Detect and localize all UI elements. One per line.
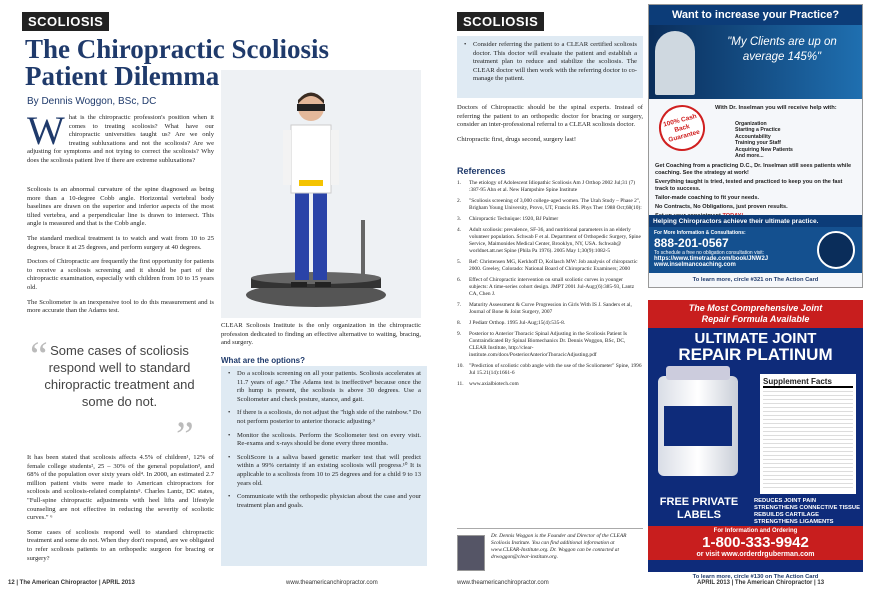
right-column-body [457, 104, 643, 150]
title-line-2: Patient Dilemma [25, 61, 220, 91]
seal-icon [817, 231, 855, 269]
callout-text: • Consider referring the patient to a CLEAR certified scoliosis doctor. This doctor will evaluate the patient and establish a treatment plan to reduce and stabilize the scoliosis. The CLEAR doctor will then work with the referring doctor to co-manage the patient. [463, 41, 637, 84]
ad-link[interactable]: https://www.timetrade.com/book/JNW2J [654, 256, 769, 262]
ad-quote: "My Clients are up on average 145%" [727, 36, 837, 63]
reference-item: 6. Effect of Chiropractic intervention on small scoliotic curves in younger subjects: A time-series cohort design. JMPT 2001 Jul-Aug;(6):385-93, Lantz CA, Chen J. [457, 277, 635, 297]
options-heading: What are the options? [221, 356, 305, 365]
ad-benefits-list [729, 121, 793, 159]
section-label: SCOLIOSIS [457, 12, 544, 31]
reference-item: 5. Ref: Christensen MG, Kerkhoff D, Kollasch MW: Job analysis of chiropractic 2000. Greeley, Colorado: National Board of Chiropractic Examiners; 2000 [457, 259, 638, 272]
byline: By Dennis Woggon, BSc, DC [27, 96, 157, 107]
action-card-note: To learn more, circle #321 on The Action Card [692, 277, 819, 283]
contact-label: For More Information & Consultations: [654, 230, 746, 236]
ad-benefit-item: Acquiring New Patients [735, 146, 793, 153]
section-label: SCOLIOSIS [22, 12, 109, 31]
doctor-photo [655, 31, 695, 95]
patient-figure [221, 70, 421, 318]
ad-hero [649, 25, 862, 99]
ad-benefit-item: Starting a Practice [735, 127, 781, 134]
drop-cap: W [27, 108, 65, 153]
references-heading: References [457, 166, 506, 176]
list-item: • Do a scoliosis screening on all your patients. Scoliosis accelerates at 11.7 years of age.⁷ The Adams test is ineffective⁸ because once the rib hump is present, the scoliosis is above 30 degrees. Use a Scoliometer and check posture, stance, and gait. [227, 370, 421, 404]
reference-item: 1. The etiology of Adolescent Idiopathic Scoliosis Am J Orthop 2002 Jul;31 (7) :387-95 Ahn et al. New Hampshire Spine Institute [457, 180, 636, 193]
left-column-body [27, 186, 214, 322]
footer-url: www.theamericanchiropractor.com [457, 580, 549, 586]
photo-caption: CLEAR Scoliosis Institute is the only organization in the chiropractic profession dedicated to finding an effective alternative to waiting, bracing, and surgery. [221, 322, 421, 347]
patient-photo [221, 70, 421, 318]
reference-item: 11. www.axialbiotech.com [457, 381, 519, 387]
ad-headline: Want to increase your Practice? [649, 5, 862, 25]
pull-quote: Some cases of scoliosis respond well to standard chiropractic treatment and some do not. [44, 343, 195, 409]
ad-link[interactable]: www.inselmancoaching.com [654, 262, 736, 268]
schedule-text: To schedule a free no obligation consultation visit: [654, 250, 765, 256]
right-page [435, 0, 869, 600]
ad-banner: Helping Chiropractors achieve their ultimate practice. [649, 215, 862, 228]
list-item: • If there is a scoliosis, do not adjust the "high side of the rainbow." Do not perform posterior to anterior thoracic adjusting.⁹ [227, 409, 421, 426]
paragraph: Doctors of Chiropractic are frequently the first opportunity for patients to receive a scoliosis screening and it should be part of the chiropractic examination, especially with children from 10 to 15 years old. [27, 258, 214, 291]
author-bio [457, 528, 643, 572]
ad-benefit-item: Training your Staff [735, 140, 781, 147]
ad2-top-banner: The Most Comprehensive Joint Repair Formula Available [648, 300, 863, 328]
action-card-note: To learn more, circle #130 on The Action Card [692, 574, 819, 580]
reference-item: 3. Chiropractic Technique: 1920, BJ Palmer [457, 216, 559, 222]
ad-benefit-item: Organization [735, 121, 767, 127]
ad-line: No Contracts, No Obligations, just proven results. [655, 204, 788, 210]
left-page [0, 0, 434, 600]
page-footer-left: 12 | The American Chiropractor | APRIL 2013 [8, 580, 135, 586]
intro-paragraph: W hat is the chiropractic profession's position when it comes to treating scoliosis? What have our chiropractic universities taught us? Are we only treating subluxations and not the scoliosis? Are we adjusting for symptoms and not trying to correct the scoliosis? Why does the scoliosis patient live if there are extreme subluxations? [27, 108, 214, 164]
reference-item: 2. "Scoliosis screening of 3,000 college-aged women. The Utah Study – Phase 2", Brigham Young University, Provo, UT, Francis RS. Phys Ther 1988 Oct;68(10): [457, 198, 642, 211]
ad2-phone[interactable]: 1-800-333-9942 [702, 534, 809, 551]
ad-body [655, 163, 857, 220]
ad2-benefit-item: REDUCES JOINT PAIN [754, 498, 817, 504]
paragraph: Chiropractic first, drugs second, surgery last! [457, 135, 577, 143]
author-bio-text: Dr. Dennis Woggon is the Founder and Director of the CLEAR Scoliosis Institute. You can find additional information at www.CLEAR-Institute.org. Dr. Woggon can be contacted at drwoggon@clear-institute.org. [491, 533, 627, 560]
reference-item: 4. Adult scoliosis: prevalence, SF-36, and nutritional parameters in an elderly volunteer population. Schwab F et al. Department of Orthopedic Surgery, Spine Service, Maimonides Medical Center, Brooklyn, NY, USA. fschwab@ worldnet.att.net Spine (Phila Pa 1976). 2005 May 1;30(9):1082-5 [457, 227, 641, 254]
ad-benefit-item: And more... [735, 153, 764, 160]
product-name: ULTIMATE JOINT REPAIR PLATINUM [678, 330, 833, 364]
list-item: • ScoliScore is a saliva based genetic marker test that will predict within a 99% certainty if an existing scoliosis will progress.¹⁰ It is applicable to a scoliosis from 10 to 25 degrees and for a child 9 to 13 years old. [227, 454, 421, 488]
facts-heading: Supplement Facts [763, 377, 853, 388]
ad-line: Tailor-made coaching to fit your needs. [655, 195, 760, 201]
free-labels: FREE PRIVATE LABELS [659, 496, 739, 521]
close-quote-mark: ” [176, 413, 194, 458]
reference-item: 7. Maturity Assessment & Curve Progression in Girls With IS J. Sanders et al, Journal of Bone & Joint Surgery, 2007 [457, 302, 632, 315]
left-column-lower [27, 454, 214, 569]
product-bottle [658, 376, 738, 476]
callout-box [457, 36, 643, 98]
list-item: • Communicate with the orthopedic physician about the case and your treatment plan and goals. [227, 493, 421, 510]
ad2-benefit-item: REBUILDS CARTILAGE [754, 512, 820, 518]
paragraph: The Scoliometer is an inexpensive tool to do this measurement and is more accurate than the Adams test. [27, 298, 214, 315]
supplement-ad[interactable] [648, 300, 863, 572]
guarantee-badge: 100% Cash Back Guarantee [654, 100, 710, 156]
paragraph: Doctors of Chiropractic should be the spinal experts. Instead of referring the patient to an orthopedic doctor for bracing or surgery, consider an inter-professional referral to a CLEAR scoliosis doctor. [457, 104, 643, 129]
footer-url: www.theamericanchiropractor.com [286, 580, 378, 586]
references-list [457, 180, 643, 392]
coaching-ad[interactable] [648, 4, 863, 288]
paragraph: The standard medical treatment is to watch and wait from 10 to 25 degrees, brace it at 25 degrees, and perform surgery at 40 degrees. [27, 234, 214, 251]
ad-line: Everything taught is tried, tested and practiced to keep you on the fast track to success. [655, 179, 843, 192]
ad-line: Get Coaching from a practicing D.C., Dr. Inselman still sees patients while coaching. See the strategy at work! [655, 163, 852, 176]
ad2-benefit-item: STRENGTHENS LIGAMENTS [754, 519, 834, 525]
reference-item: 9. Posterior to Anterior Thoracic Spinal Adjusting in the Scoliosis Patient Is Contraindicated By Spinal Biomechanics Dr. Dennis Woggon, BSc, DC, CLEAR Institute, http://clear-institute.com/docs/PosteriorAnteriorThoracicAdjusting.pdf [457, 331, 628, 358]
ad-phone[interactable]: 888-201-0567 [654, 236, 729, 250]
options-box [221, 366, 427, 566]
title-line-1: The Chiropractic Scoliosis [25, 34, 330, 64]
paragraph: It has been stated that scoliosis affects 4.5% of children¹, 12% of female college students², 25 – 30% of the general population³, and 68% of the population over sixty years old⁴. In 2000, an estimated 2.7 million patient visits were made to American chiropractors for scoliosis and scoliosis-related complaints⁵. Charles Lantz, DC states, "Full-spine chiropractic adjustments with heel lifts and lifestyle counseling are not effective in reducing the severity of scoliotic curves." ⁶ [27, 454, 214, 522]
options-list [227, 370, 421, 510]
paragraph: Some cases of scoliosis respond well to standard chiropractic treatment and some do not. When they don't respond, are we obligated to refer scoliosis patients to an orthopedic surgeon for bracing or surgery? [27, 528, 214, 562]
ad-benefit-item: Accountability [735, 133, 771, 140]
paragraph: Scoliosis is an abnormal curvature of the spine diagnosed as being more than a 10-degree Cobb angle. Horizontal vertebral body baselines are drawn on the superior and inferior aspects of the most tilted vertebra, and a perpendicular line is drawn to intersect. This angle is measured and that is the Cobb angle. [27, 186, 214, 228]
ad2-benefit-item: STRENGTHENS CONNECTIVE TISSUE [754, 505, 860, 511]
order-label: For Information and Ordering [713, 528, 798, 534]
list-item: • Monitor the scoliosis. Perform the Scoliometer test on every visit. Re-exams and x-rays should be done every three months. [227, 432, 421, 449]
open-quote-mark: “ [30, 333, 48, 378]
ad2-benefits [754, 498, 860, 526]
reference-item: 8. J Pediatr Orthop. 1995 Jul-Aug;15(4):535-8. [457, 320, 566, 326]
order-block [648, 526, 863, 560]
supplement-facts-panel [760, 374, 856, 494]
author-photo [457, 535, 485, 571]
reference-item: 10. "Prediction of scoliotic cobb angle with the use of the Scoliometer" Spine, 1996 Jul 15.21(14):1661-6 [457, 363, 642, 376]
page-footer-right: APRIL 2013 | The American Chiropractor | 13 [697, 580, 825, 586]
ad-intro: With Dr. Inselman you will receive help with: [715, 105, 837, 111]
ad2-link[interactable]: or visit www.orderdrguberman.com [696, 551, 815, 558]
